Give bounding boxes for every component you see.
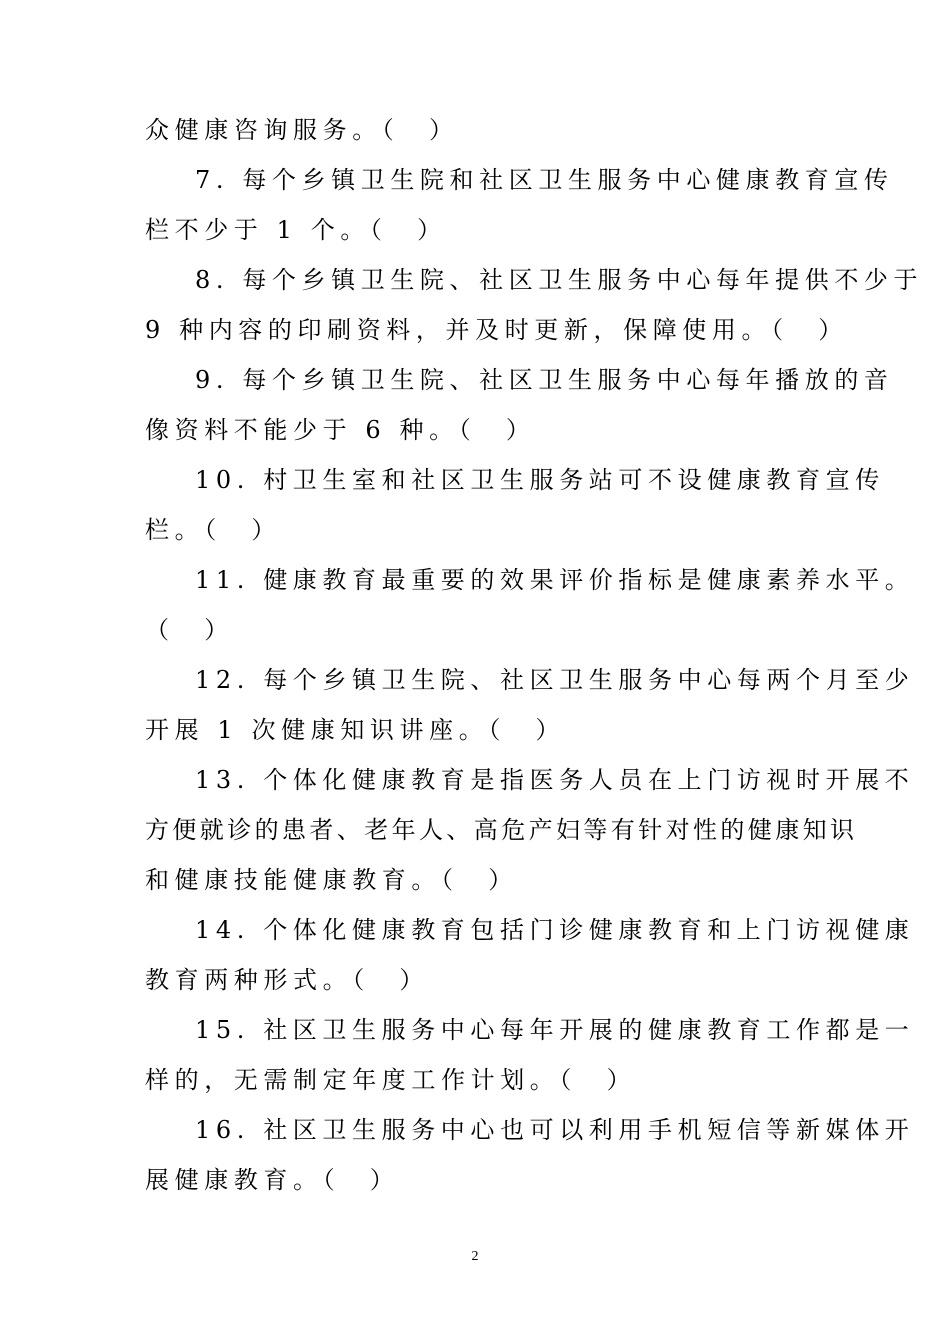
item-11-line-1: 11. 健康教育最重要的效果评价指标是健康素养水平。 <box>195 566 915 594</box>
item-15-line-1: 15. 社区卫生服务中心每年开展的健康教育工作都是一 <box>195 1016 915 1044</box>
item-14-line-1: 14. 个体化健康教育包括门诊健康教育和上门访视健康 <box>195 916 915 944</box>
item-13-line-1: 13. 个体化健康教育是指医务人员在上门访视时开展不 <box>195 766 915 794</box>
item-13-line-3: 和健康技能健康教育。（ ） <box>145 866 518 894</box>
item-14-line-2: 教育两种形式。（ ） <box>145 966 429 994</box>
item-9-line-2: 像资料不能少于 6 种。（ ） <box>145 416 536 444</box>
item-7-line-2: 栏不少于 1 个。（ ） <box>145 216 447 244</box>
item-8-line-1: 8. 每个乡镇卫生院、社区卫生服务中心每年提供不少于 <box>195 266 924 294</box>
item-10-line-2: 栏。（ ） <box>145 516 281 544</box>
page-number: 2 <box>471 1249 479 1264</box>
item-16-line-1: 16. 社区卫生服务中心也可以利用手机短信等新媒体开 <box>195 1116 915 1144</box>
item-11-line-2: （ ） <box>145 616 234 644</box>
item-9-line-1: 9. 每个乡镇卫生院、社区卫生服务中心每年播放的音 <box>195 366 894 394</box>
item-15-line-2: 样的，无需制定年度工作计划。（ ） <box>145 1066 637 1094</box>
item-13-line-2: 方便就诊的患者、老年人、高危产妇等有针对性的健康知识 <box>145 816 858 844</box>
item-7-line-1: 7. 每个乡镇卫生院和社区卫生服务中心健康教育宣传 <box>195 166 894 194</box>
text-line: 众健康咨询服务。（ ） <box>145 116 459 144</box>
item-10-line-1: 10. 村卫生室和社区卫生服务站可不设健康教育宣传 <box>195 466 885 494</box>
item-12-line-1: 12. 每个乡镇卫生院、社区卫生服务中心每两个月至少 <box>195 666 915 694</box>
item-16-line-2: 展健康教育。（ ） <box>145 1166 400 1194</box>
item-12-line-2: 开展 1 次健康知识讲座。（ ） <box>145 716 566 744</box>
item-8-line-2: 9 种内容的印刷资料，并及时更新，保障使用。（ ） <box>145 316 848 344</box>
